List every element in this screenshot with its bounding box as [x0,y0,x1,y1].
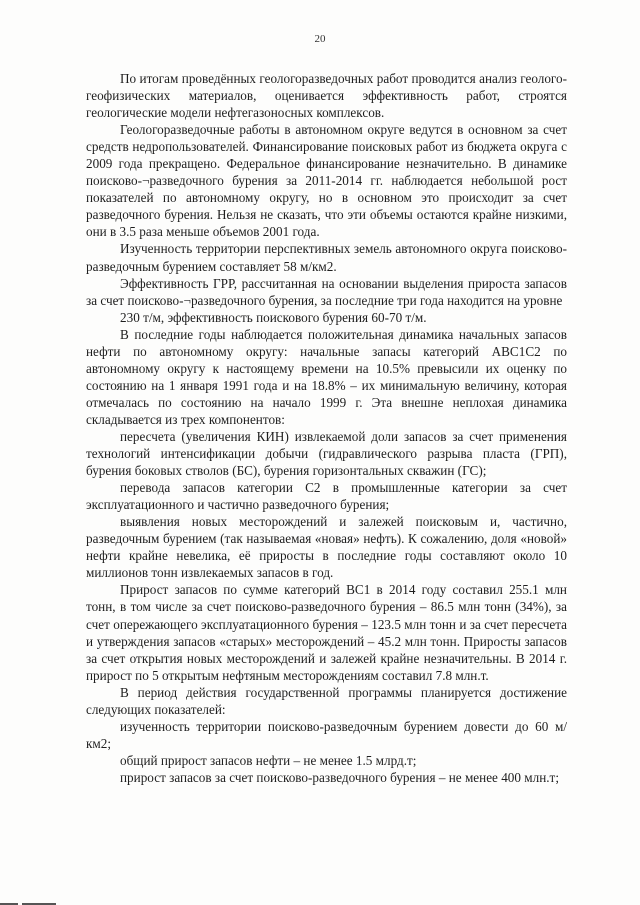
paragraph-program-targets: В период действия государственной программы планируется достижение следующих показателей: [86,684,567,717]
paragraph-efficiency: Эффективность ГРР, рассчитанная на основании выделения прироста запасов за счет поисково-¬разведочного бурения, за последние три года находится на уровне [86,275,567,308]
list-item-target-coverage: изученность территории поисково-разведочным бурением довести до 60 м/ км2; [86,718,567,751]
page-number: 20 [314,33,326,45]
paragraph-analysis: По итогам проведённых геологоразведочных работ проводится анализ геолого-геофизических материалов, оценивается эффективность работ, строятся геологические модели нефтегазоносных комплексов. [86,71,567,121]
paragraph-funding: Геологоразведочные работы в автономном округе ведутся в основном за счет средств недропользователей. Финансирование поисковых работ из бюджета округа с 2009 года прекращено. Федеральное финансирование незначительно. В динамике поисково-¬разведочного бурения за 2011-2014 гг. наблюдается небольшой рост показателей по автономному округу, но в основном это происходит за счет разведочного бурения. Нельзя не сказать, что эти объемы остаются крайне низкими, они в 3.5 раза меньше объемов 2001 года. [86,122,567,240]
list-item-transfer: перевода запасов категории С2 в промышленные категории за счет эксплуатационного и частично разведочного бурения; [86,480,567,513]
paragraph-reserves-dynamics: В последние годы наблюдается положительная динамика начальных запасов нефти по автономному округу: начальные запасы категорий АВС1С2 по автономному округу к настоящему времени на 10.5% превысили их оценку по состоянию на 1 января 1991 года и на 18.8% – их минимальную величину, которая отмечалась по состоянию на начало 1999 г. Эта внешне неплохая динамика складывается из трех компонентов: [86,326,567,427]
list-item-target-total-growth: общий прирост запасов нефти – не менее 1.5 млрд.т; [120,752,417,768]
paragraph-reserves-growth-2014: Прирост запасов по сумме категорий ВС1 в 2014 году составил 255.1 млн тонн, в том числе за счет поисково-разведочного бурения – 86.5 млн тонн (34%), за счет опережающего эксплуатационного бурения – 123.5 млн тонн и за счет пересчета и утверждения запасов «старых» месторождений – 45.2 млн тонн. Приросты запасов за счет открытия новых месторождений и залежей крайне незначительны. В 2014 г. прирост по 5 открытым нефтяным месторождениям составил 7.8 млн.т. [86,582,567,683]
list-item-target-exploration-growth: прирост запасов за счет поисково-разведочного бурения – не менее 400 млн.т; [120,769,559,785]
paragraph-drilling-coverage: Изученность территории перспективных земель автономного округа поисково-разведочным бурением составляет 58 м/км2. [86,241,567,274]
document-body [86,70,567,786]
list-item-recalculation: пересчета (увеличения КИН) извлекаемой доли запасов за счет применения технологий интенсификации добычи (гидравлического разрыва пласта (ГРП), бурения боковых стволов (БС), бурения горизонтальных скважин (ГС); [86,428,567,479]
paragraph-efficiency-values: 230 т/м, эффективность поискового бурения 60-70 т/м. [120,309,427,325]
list-item-new-fields: выявления новых месторождений и залежей поисковым и, частично, разведочным бурением (так называемая «новая» нефть). К сожалению, доля «новой» нефти крайне невелика, её приросты в последние годы составляют около 10 миллионов тонн извлекаемых запасов в год. [86,514,567,581]
